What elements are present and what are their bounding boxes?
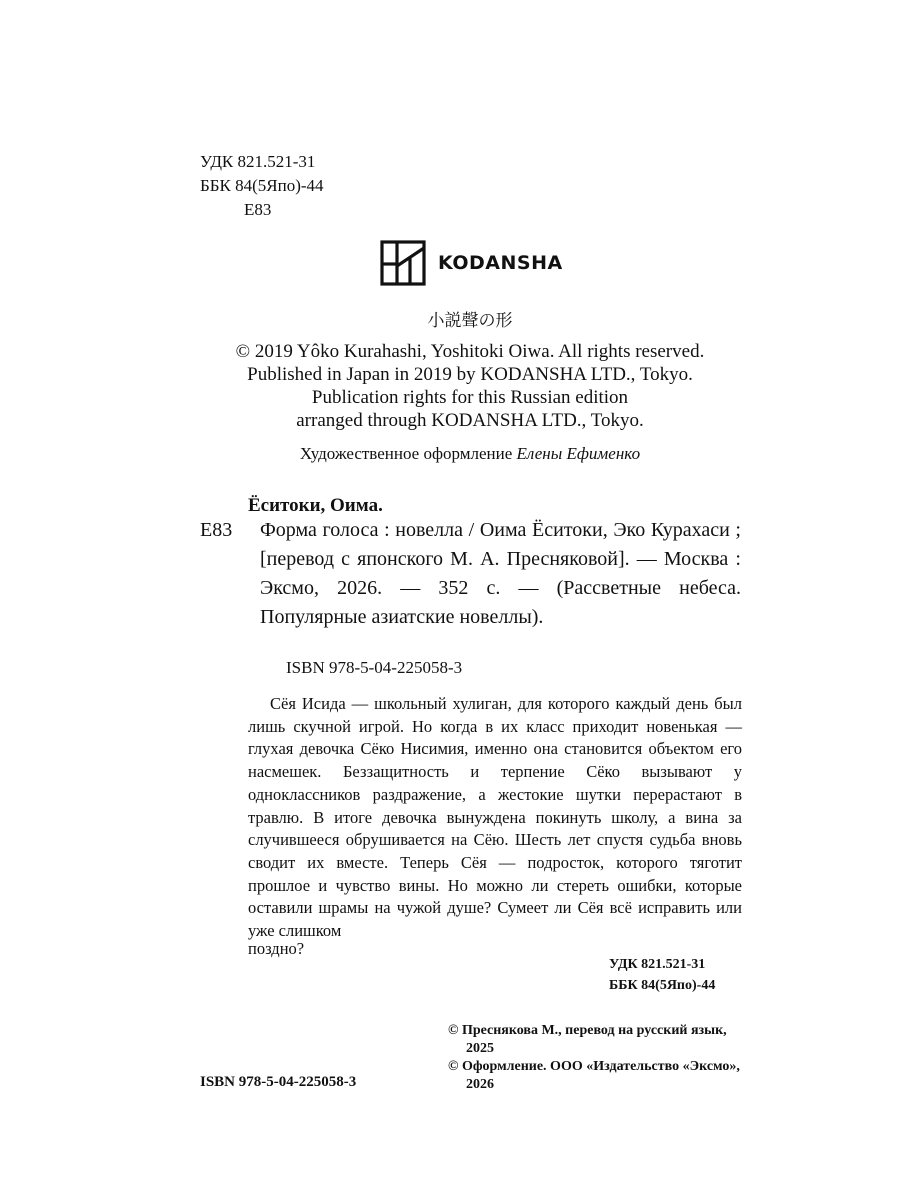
annotation-last-line: поздно? — [248, 939, 305, 958]
publisher-logo — [380, 240, 563, 286]
original-title: 小説聲の形 — [427, 311, 513, 331]
rights-line: © 2019 Yôko Kurahashi, Yoshitoki Oiwa. All rights reserved. — [235, 341, 705, 362]
kodansha-logo-icon — [380, 240, 426, 286]
classification-block — [200, 150, 324, 222]
copyright-translation: © Преснякова М., перевод на русский язык, 2025 — [448, 1023, 727, 1056]
classification-block-bottom — [609, 954, 715, 996]
udk-code: УДК 821.521-31 — [200, 152, 316, 171]
isbn-bottom: ISBN 978-5-04-225058-3 — [200, 1074, 357, 1090]
rights-line: Publication rights for this Russian edition — [311, 387, 629, 408]
annotation-text: Сёя Исида — школьный хулиган, для которого каждый день был лишь скучной игрой. Но когда в их класс приходит новенькая — глухая девочка Сёко Нисимия, именно она становится объектом его насмешек. Беззащитность и терпение Сёко вызывают у одноклассников раздражение, а жестокие шутки перерастают в травлю. В итоге девочка вынуждена покинуть школу, а вина за случившееся обрушивается на Сёю. Шесть лет спустя судьба вновь сводит их вместе. Теперь Сёя — подросток, которого тяготит прошлое и чувство вины. Но можно ли стереть ошибки, которые оставили шрамы на чужой душе? Сумеет ли Сёя всё исправить или уже слишком — [248, 694, 742, 941]
bibliographic-isbn: ISBN 978-5-04-225058-3 — [286, 658, 463, 677]
bbk-code: ББК 84(5Япо)-44 — [200, 176, 324, 195]
rights-notice — [0, 340, 900, 432]
design-credit-prefix: Художественное оформление — [299, 444, 513, 463]
designer-name: Елены Ефименко — [516, 444, 641, 463]
copyright-block — [448, 1022, 748, 1094]
udk-code-bottom: УДК 821.521-31 — [609, 957, 706, 972]
bbk-code-bottom: ББК 84(5Япо)-44 — [609, 978, 716, 993]
author-mark: Е83 — [244, 200, 272, 219]
bibliographic-description: Форма голоса : новелла / Оима Ёситоки, Эко Курахаси ; [перевод с японского М. А. Пресняковой]. — Москва : Эксмо, 2026. — 352 с. — (Рассветные небеса. Популярные азиатские новеллы). — [260, 519, 741, 628]
logo-text: KODANSHA — [438, 252, 563, 274]
bibliographic-mark: Е83 — [200, 519, 233, 541]
copyright-design: © Оформление. ООО «Издательство «Эксмо», 2026 — [448, 1059, 740, 1092]
bibliographic-author: Ёситоки, Оима. — [248, 495, 383, 516]
design-credit — [0, 444, 900, 464]
rights-line: Published in Japan in 2019 by KODANSHA LTD., Tokyo. — [247, 364, 693, 385]
rights-line: arranged through KODANSHA LTD., Tokyo. — [296, 410, 644, 431]
